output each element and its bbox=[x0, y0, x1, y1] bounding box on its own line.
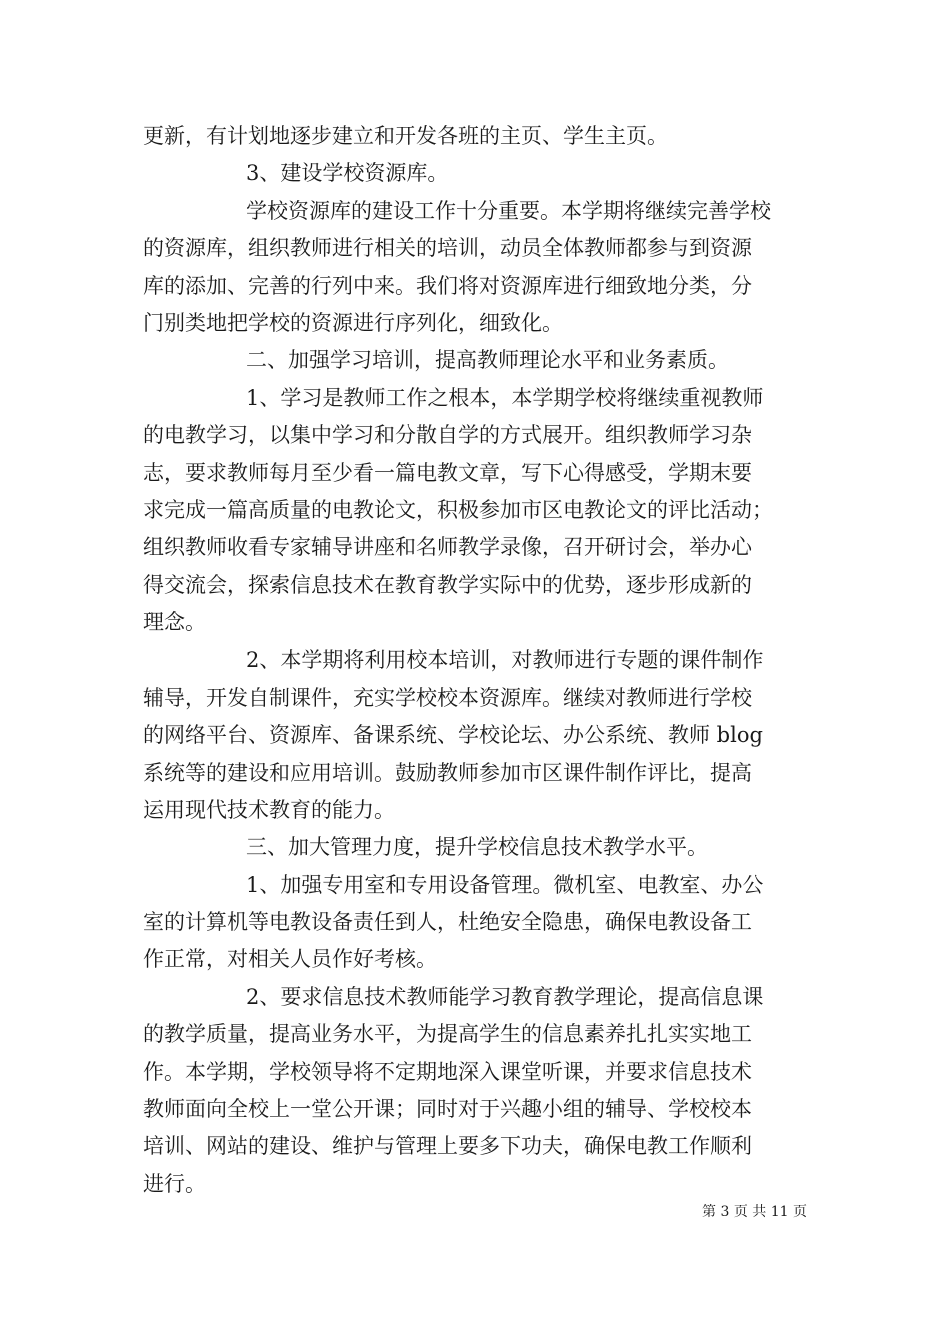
text-line: 求完成一篇高质量的电教论文，积极参加市区电教论文的评比活动； bbox=[143, 497, 773, 522]
text-line: 学校资源库的建设工作十分重要。本学期将继续完善学校 bbox=[246, 198, 771, 223]
text-line: 志，要求教师每月至少看一篇电教文章，写下心得感受，学期末要 bbox=[143, 460, 752, 485]
text-line: 作正常，对相关人员作好考核。 bbox=[143, 947, 437, 972]
text-line: 的资源库，组织教师进行相关的培训，动员全体教师都参与到资源 bbox=[143, 236, 752, 261]
text-line: 的电教学习，以集中学习和分散自学的方式展开。组织教师学习杂 bbox=[143, 423, 752, 448]
text-line: 教师面向全校上一堂公开课；同时对于兴趣小组的辅导、学校校本 bbox=[143, 1097, 752, 1122]
section-heading: 3、建设学校资源库。 bbox=[246, 161, 449, 186]
text-line: 更新，有计划地逐步建立和开发各班的主页、学生主页。 bbox=[143, 124, 668, 148]
section-heading: 二、加强学习培训，提高教师理论水平和业务素质。 bbox=[246, 348, 729, 373]
section-heading: 三、加大管理力度，提升学校信息技术教学水平。 bbox=[246, 835, 708, 860]
text-line: 得交流会，探索信息技术在教育教学实际中的优势，逐步形成新的 bbox=[143, 572, 752, 597]
text-line: 辅导，开发自制课件，充实学校校本资源库。继续对教师进行学校 bbox=[143, 685, 752, 710]
text-line: 进行。 bbox=[143, 1171, 206, 1196]
text-line: 作。本学期，学校领导将不定期地深入课堂听课，并要求信息技术 bbox=[143, 1059, 752, 1084]
page-number: 第 3 页 共 11 页 bbox=[702, 1204, 807, 1220]
text-line: 培训、网站的建设、维护与管理上要多下功夫，确保电教工作顺利 bbox=[143, 1134, 752, 1159]
text-line: 库的添加、完善的行列中来。我们将对资源库进行细致地分类，分 bbox=[143, 273, 752, 298]
text-line: 2、本学期将利用校本培训，对教师进行专题的课件制作 bbox=[246, 648, 764, 673]
document-body bbox=[143, 118, 805, 1203]
text-line: 理念。 bbox=[143, 610, 206, 635]
text-line: 运用现代技术教育的能力。 bbox=[143, 797, 395, 822]
text-line: 的教学质量，提高业务水平，为提高学生的信息素养扎扎实实地工 bbox=[143, 1022, 752, 1047]
text-line: 系统等的建设和应用培训。鼓励教师参加市区课件制作评比，提高 bbox=[143, 760, 752, 785]
text-line: 组织教师收看专家辅导讲座和名师教学录像，召开研讨会，举办心 bbox=[143, 535, 752, 560]
text-line: 的网络平台、资源库、备课系统、学校论坛、办公系统、教师 blog bbox=[143, 723, 763, 748]
text-line: 1、加强专用室和专用设备管理。微机室、电教室、办公 bbox=[246, 872, 764, 897]
text-line: 室的计算机等电教设备责任到人，杜绝安全隐患，确保电教设备工 bbox=[143, 910, 752, 935]
text-line: 门别类地把学校的资源进行序列化，细致化。 bbox=[143, 310, 563, 335]
text-line: 1、学习是教师工作之根本，本学期学校将继续重视教师 bbox=[246, 385, 764, 410]
text-line: 2、要求信息技术教师能学习教育教学理论，提高信息课 bbox=[246, 984, 764, 1009]
